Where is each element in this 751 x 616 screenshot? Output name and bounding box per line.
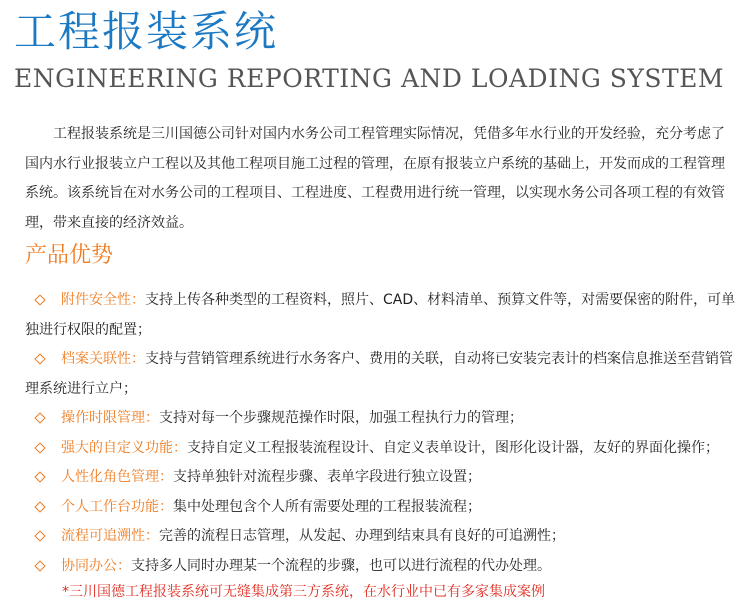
list-item <box>25 493 741 523</box>
list-item <box>25 286 741 345</box>
feature-description: 支持自定义工程报装流程设计、自定义表单设计，图形化设计器，友好的界面化操作； <box>187 439 719 456</box>
feature-label: 操作时限管理： <box>61 410 159 426</box>
list-item <box>25 463 741 493</box>
feature-list <box>25 286 741 581</box>
feature-label: 档案关联性： <box>61 351 145 367</box>
list-item <box>25 552 741 582</box>
feature-description: 支持多人同时办理某一个流程的步骤，也可以进行流程的代办处理。 <box>131 557 551 574</box>
page-subtitle-english: ENGINEERING REPORTING AND LOADING SYSTEM <box>14 64 725 93</box>
feature-description: 支持单独针对流程步骤、表单字段进行独立设置； <box>173 469 481 485</box>
feature-label: 强大的自定义功能： <box>61 439 187 456</box>
feature-description: 集中处理包含个人所有需要处理的工程报装流程； <box>173 498 481 515</box>
intro-paragraph: 工程报装系统是三川国德公司针对国内水务公司工程管理实际情况，凭借多年水行业的开发经验，充分考虑了国内水行业报装立户工程以及其他工程项目施工过程的管理，在原有报装立户系统的基础上，开发而成的工程管理系统。该系统旨在对水务公司的工程项目、工程进度、工程费用进行统一管理，以实现水务公司各项工程的有效管理，带来直接的经济效益。 <box>25 126 725 231</box>
feature-label: 个人工作台功能： <box>61 498 173 515</box>
feature-label: 附件安全性： <box>61 292 145 308</box>
section-title-advantages: 产品优势 <box>25 243 114 268</box>
page-title: 工程报装系统 <box>14 7 279 56</box>
feature-label: 流程可追溯性： <box>61 528 159 544</box>
feature-description: 支持对每一个步骤规范操作时限，加强工程执行力的管理； <box>159 410 523 426</box>
list-item <box>25 522 741 552</box>
feature-description: 支持上传各种类型的工程资料，照片、CAD、材料清单、预算文件等，对需要保密的附件，可单独进行权限的配置； <box>25 292 736 338</box>
integration-note: *三川国德工程报装系统可无缝集成第三方系统，在水行业中已有多家集成案例 <box>62 584 545 600</box>
list-item <box>25 434 741 464</box>
feature-description: 完善的流程日志管理，从发起、办理到结束具有良好的可追溯性； <box>159 528 565 544</box>
feature-label: 协同办公： <box>61 557 131 574</box>
list-item <box>25 345 741 404</box>
list-item <box>25 404 741 434</box>
feature-description: 支持与营销管理系统进行水务客户、费用的关联，自动将已安装完表计的档案信息推送至营销管理系统进行立户； <box>25 351 733 397</box>
feature-label: 人性化角色管理： <box>61 469 173 485</box>
